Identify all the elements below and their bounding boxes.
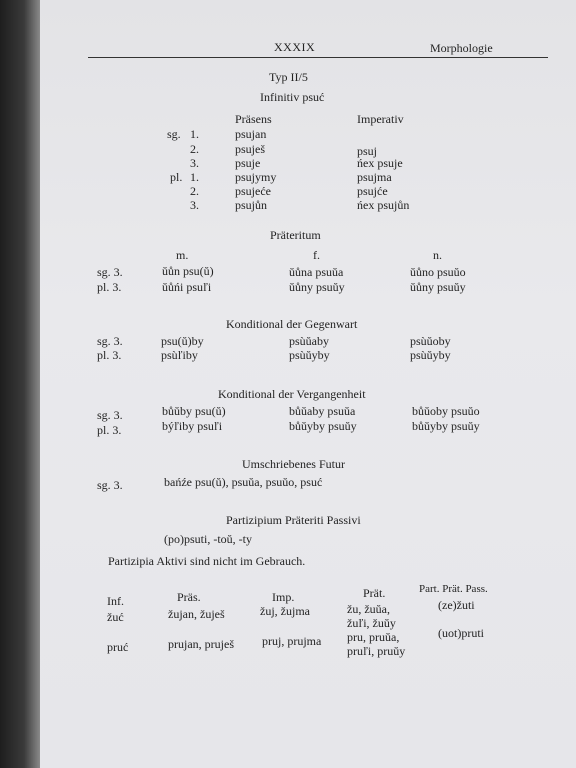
col-pret-header: Prät. bbox=[363, 586, 386, 600]
col-imp-header: Imp. bbox=[272, 590, 295, 604]
book-page: XXXIX Morphologie Typ II/5 Infinitiv psuć Präsens Imperativ sg. 1. psujan 2. psuješ psuj 3. psuje ńex psuje pl. 1. psujymy psujma 2. psujeće psujće 3. psujůn ńex psujůn Präteritum m. f. n. sg. 3. ŭůn psu(ŭ) ŭůna psuŭa ŭůno psuŭo pl. 3. ŭůńi psuľi ŭůny psuŭy ŭůny psuŭy Konditional der Gegenwart sg. 3. psu(ŭ)by psùŭaby psùŭoby pl. 3. psùľiby psùŭyby psùŭyby Konditional der Vergangenheit sg. 3. bůŭby psu(ŭ) bůŭaby psuŭa bůŭoby psuŭo pl. 3. býľiby psuľi bůŭyby psuŭy bůŭyby psuŭy Umschriebenes Futur sg. 3. bańźe psu(ŭ), psuŭa, psuŭo, psuć Partizipium Präteriti Passivi (po)psuti, -toŭ, -ty Partizipia Aktivi sind nicht im Gebrauch. Inf. Präs. Imp. Prät. Part. Prät. Pass. žuć žujan, žuješ žuj, žujma žu, žuŭa, žuľi, žuŭy (ze)žuti pruć prujan, pruješ pruj, prujma pru, pruŭa, pruľi, pruŭy (uot)pruti bbox=[40, 0, 576, 768]
infinitive-line: Infinitiv psuć bbox=[260, 90, 325, 104]
section-title: Morphologie bbox=[430, 41, 493, 55]
preterite-title: Präteritum bbox=[270, 228, 321, 242]
header-rule bbox=[88, 57, 548, 58]
col-inf-header: Inf. bbox=[107, 594, 124, 608]
book-gutter bbox=[0, 0, 40, 768]
participle-title: Partizipium Präteriti Passivi bbox=[226, 513, 361, 527]
future-form: bańźe psu(ŭ), psuŭa, psuŭo, psuć bbox=[164, 475, 323, 489]
type-title: Typ II/5 bbox=[269, 70, 308, 84]
gender-n-header: n. bbox=[433, 248, 442, 262]
gender-f-header: f. bbox=[313, 248, 320, 262]
col-present-header: Präsens bbox=[235, 112, 272, 126]
future-label: sg. 3. bbox=[97, 478, 123, 492]
note-text: Partizipia Aktivi sind nicht im Gebrauch. bbox=[108, 554, 306, 568]
page-number: XXXIX bbox=[274, 40, 316, 54]
future-title: Umschriebenes Futur bbox=[242, 457, 345, 471]
gender-m-header: m. bbox=[176, 248, 189, 262]
cond-past-title: Konditional der Vergangenheit bbox=[218, 387, 366, 401]
participle-form: (po)psuti, -toŭ, -ty bbox=[164, 532, 252, 546]
col-imperative-header: Imperativ bbox=[357, 112, 404, 126]
col-part-header: Part. Prät. Pass. bbox=[419, 583, 488, 595]
col-pres-header: Präs. bbox=[177, 590, 201, 604]
cond-present-title: Konditional der Gegenwart bbox=[226, 317, 358, 331]
